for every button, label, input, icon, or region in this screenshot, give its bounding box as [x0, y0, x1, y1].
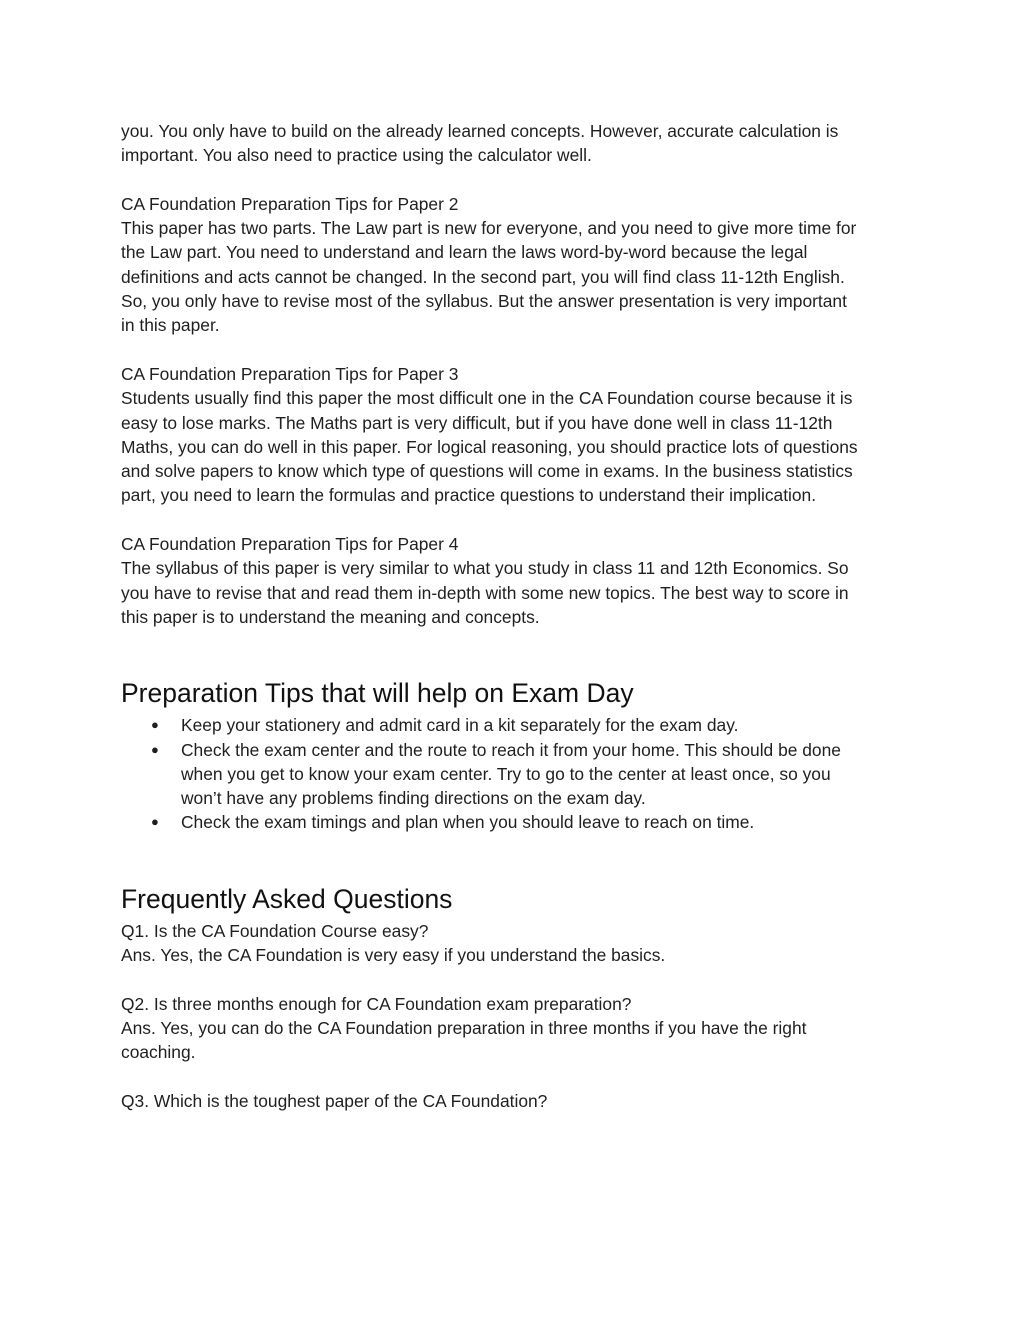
- paper2-line: the Law part. You need to understand and learn the laws word-by-word because the legal: [121, 242, 808, 263]
- list-item-text: won’t have any problems finding directions on the exam day.: [181, 788, 646, 809]
- faq-question: Q2. Is three months enough for CA Foundation exam preparation?: [121, 993, 632, 1014]
- paper2-line: in this paper.: [121, 315, 220, 336]
- paper2-line: This paper has two parts. The Law part is new for everyone, and you need to give more time for: [121, 218, 857, 239]
- list-item-text: Keep your stationery and admit card in a kit separately for the exam day.: [181, 715, 739, 736]
- paper3-line: part, you need to learn the formulas and practice questions to understand their implication.: [121, 485, 817, 506]
- document-body: [121, 119, 907, 1113]
- list-item-text: when you get to know your exam center. Try to go to the center at least once, so you: [181, 763, 831, 784]
- list-item-continuation: [121, 786, 907, 810]
- paper3-line: easy to lose marks. The Maths part is very difficult, but if you have done well in class 11-12th: [121, 412, 833, 433]
- list-item-continuation: [121, 762, 907, 786]
- paper3-line: Maths, you can do well in this paper. For logical reasoning, you should practice lots of questions: [121, 436, 858, 457]
- bullet-icon: ●: [151, 741, 159, 757]
- paper3-title: CA Foundation Preparation Tips for Paper 3: [121, 363, 459, 384]
- faq-question: Q1. Is the CA Foundation Course easy?: [121, 920, 429, 941]
- faq-answer: Ans. Yes, the CA Foundation is very easy if you understand the basics.: [121, 945, 666, 966]
- faq-question: Q3. Which is the toughest paper of the CA Foundation?: [121, 1090, 548, 1111]
- paper3-line: Students usually find this paper the most difficult one in the CA Foundation course because it is: [121, 388, 853, 409]
- list-item: [121, 713, 907, 737]
- bullet-icon: ●: [151, 814, 159, 830]
- paragraph-gap: [121, 168, 907, 192]
- faq-heading: Frequently Asked Questions: [121, 883, 453, 914]
- paper3-line: and solve papers to know which type of questions will come in exams. In the business statistics: [121, 461, 853, 482]
- intro-line: you. You only have to build on the already learned concepts. However, accurate calculation is: [121, 121, 839, 141]
- list-item: [121, 738, 907, 762]
- paragraph-gap: [121, 338, 907, 362]
- bullet-icon: ●: [151, 717, 159, 733]
- paper2-title: CA Foundation Preparation Tips for Paper 2: [121, 193, 459, 214]
- intro-line: important. You also need to practice using the calculator well.: [121, 145, 592, 166]
- paper4-line: you have to revise that and read them in-depth with some new topics. The best way to score in: [121, 582, 849, 603]
- exam-day-list: [121, 713, 907, 834]
- paragraph-gap: [121, 967, 907, 991]
- paragraph-gap: [121, 1065, 907, 1089]
- section-gap: [121, 629, 907, 673]
- list-item-text: Check the exam timings and plan when you should leave to reach on time.: [181, 812, 755, 833]
- list-item: [121, 810, 907, 834]
- faq-answer: coaching.: [121, 1042, 196, 1063]
- exam-day-heading: Preparation Tips that will help on Exam Day: [121, 678, 634, 709]
- paper2-line: definitions and acts cannot be changed. In the second part, you will find class 11-12th English.: [121, 266, 845, 287]
- paper4-title: CA Foundation Preparation Tips for Paper 4: [121, 534, 459, 555]
- list-item-text: Check the exam center and the route to reach it from your home. This should be done: [181, 739, 841, 760]
- faq-answer: Ans. Yes, you can do the CA Foundation preparation in three months if you have the right: [121, 1017, 807, 1038]
- paragraph-gap: [121, 508, 907, 532]
- paper4-line: The syllabus of this paper is very similar to what you study in class 11 and 12th Economics. So: [121, 558, 849, 579]
- paper2-line: So, you only have to revise most of the syllabus. But the answer presentation is very important: [121, 291, 847, 312]
- section-gap: [121, 835, 907, 879]
- paper4-line: this paper is to understand the meaning and concepts.: [121, 606, 540, 627]
